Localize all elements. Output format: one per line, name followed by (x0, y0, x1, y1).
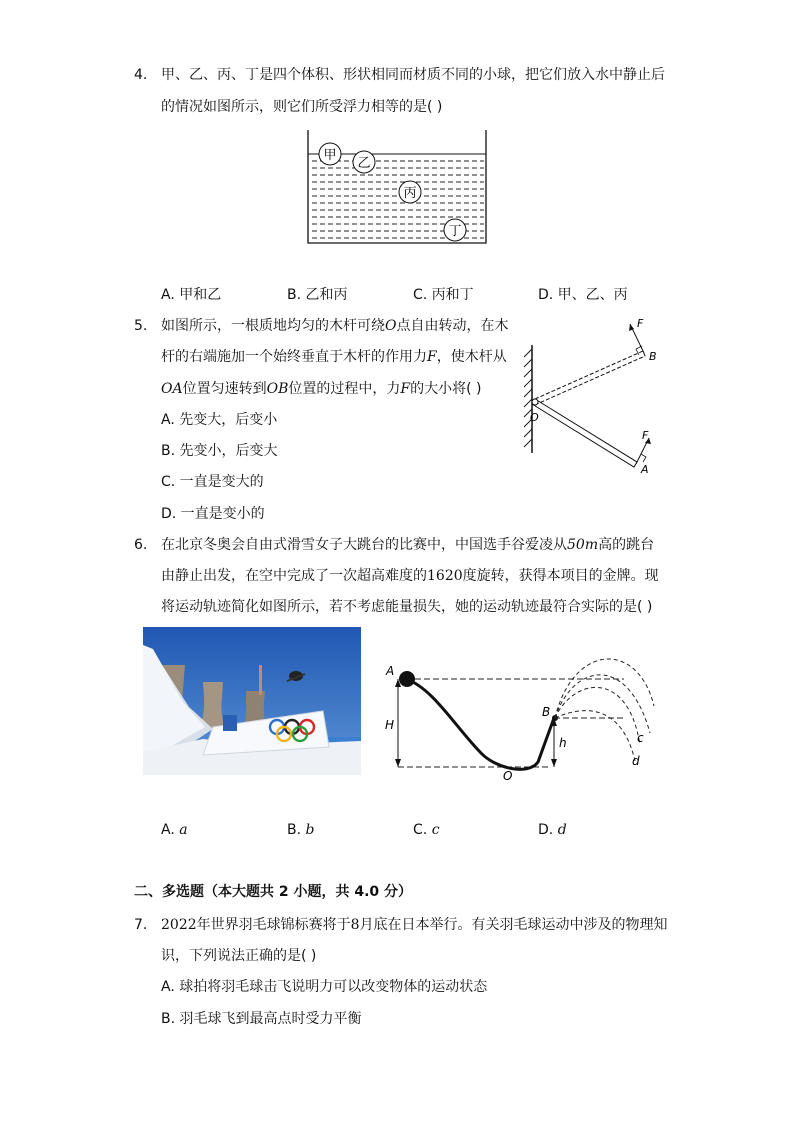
q6-figure-trajectory (378, 648, 663, 788)
q6-stem-line3: 将运动轨迹简化如图所示，若不考虑能量损失，她的运动轨迹最符合实际的是( ) (161, 599, 653, 615)
q7-option-a: A. 球拍将羽毛球击飞说明力可以改变物体的运动状态 (161, 979, 488, 995)
q5-number: 5. (134, 318, 148, 334)
ball-bing (399, 181, 421, 203)
q6-number: 6. (134, 537, 148, 553)
q6-stem-line2: 由静止出发，在空中完成了一次超高难度的1620度旋转，获得本项目的金牌。现 (161, 568, 659, 584)
q5-stem-line2: 杆的右端施加一个始终垂直于木杆的作用力F，使木杆从 (161, 349, 507, 365)
svg-text:c: c (637, 731, 644, 745)
svg-text:乙: 乙 (357, 156, 371, 171)
svg-text:H: H (385, 718, 395, 732)
svg-text:h: h (559, 736, 567, 750)
q6-stem-line1: 在北京冬奥会自由式滑雪女子大跳台的比赛中，中国选手谷爱凌从50m高的跳台 (161, 537, 655, 553)
ski-jump-photo (143, 627, 361, 775)
svg-text:d: d (632, 754, 640, 768)
svg-text:O: O (530, 411, 539, 424)
svg-text:O: O (503, 769, 513, 783)
svg-text:丁: 丁 (448, 224, 462, 239)
q5-option-c: C. 一直是变大的 (161, 474, 264, 490)
q6-option-b: B. b (287, 822, 315, 838)
q4-number: 4. (134, 67, 148, 83)
q4-option-a: A. 甲和乙 (161, 287, 222, 303)
svg-text:丙: 丙 (403, 186, 417, 201)
q7-number: 7. (134, 917, 148, 933)
q4-stem-line1: 甲、乙、丙、丁是四个体积、形状相同而材质不同的小球，把它们放入水中静止后 (161, 67, 665, 83)
q5-option-d: D. 一直是变小的 (161, 506, 265, 522)
q4-option-b: B. 乙和丙 (287, 287, 348, 303)
q6-option-a: A. a (161, 822, 188, 838)
q4-figure-water-tank (300, 128, 495, 250)
ball-jia (319, 143, 341, 165)
q5-option-a: A. 先变大，后变小 (161, 412, 278, 428)
q4-option-d: D. 甲、乙、丙 (538, 287, 628, 303)
svg-text:B: B (649, 350, 657, 363)
svg-text:F: F (637, 317, 644, 330)
svg-text:A: A (386, 664, 395, 678)
q6-option-c: C. c (413, 822, 440, 838)
q5-option-b: B. 先变小，后变大 (161, 443, 278, 459)
q7-stem-line2: 识，下列说法正确的是( ) (161, 948, 317, 964)
section-2-heading: 二、多选题（本大题共 2 小题，共 4.0 分） (134, 884, 413, 900)
q4-stem-line2: 的情况如图所示，则它们所受浮力相等的是( ) (161, 99, 443, 115)
q5-stem-line1: 如图所示，一根质地均匀的木杆可绕O点自由转动，在木 (161, 318, 509, 334)
svg-text:F: F (642, 429, 649, 442)
svg-text:B: B (542, 705, 551, 719)
q6-option-d: D. d (538, 822, 567, 838)
svg-text:A: A (641, 463, 649, 476)
ball-ding (444, 219, 466, 241)
ball-yi (353, 151, 375, 173)
q7-stem-line1: 2022年世界羽毛球锦标赛将于8月底在日本举行。有关羽毛球运动中涉及的物理知 (161, 917, 668, 933)
q5-figure-lever (515, 315, 665, 480)
q7-option-b: B. 羽毛球飞到最高点时受力平衡 (161, 1011, 362, 1027)
svg-text:甲: 甲 (323, 148, 337, 163)
q5-stem-line3: OA位置匀速转到OB位置的过程中，力F的大小将( ) (161, 381, 482, 397)
q4-option-c: C. 丙和丁 (413, 287, 474, 303)
